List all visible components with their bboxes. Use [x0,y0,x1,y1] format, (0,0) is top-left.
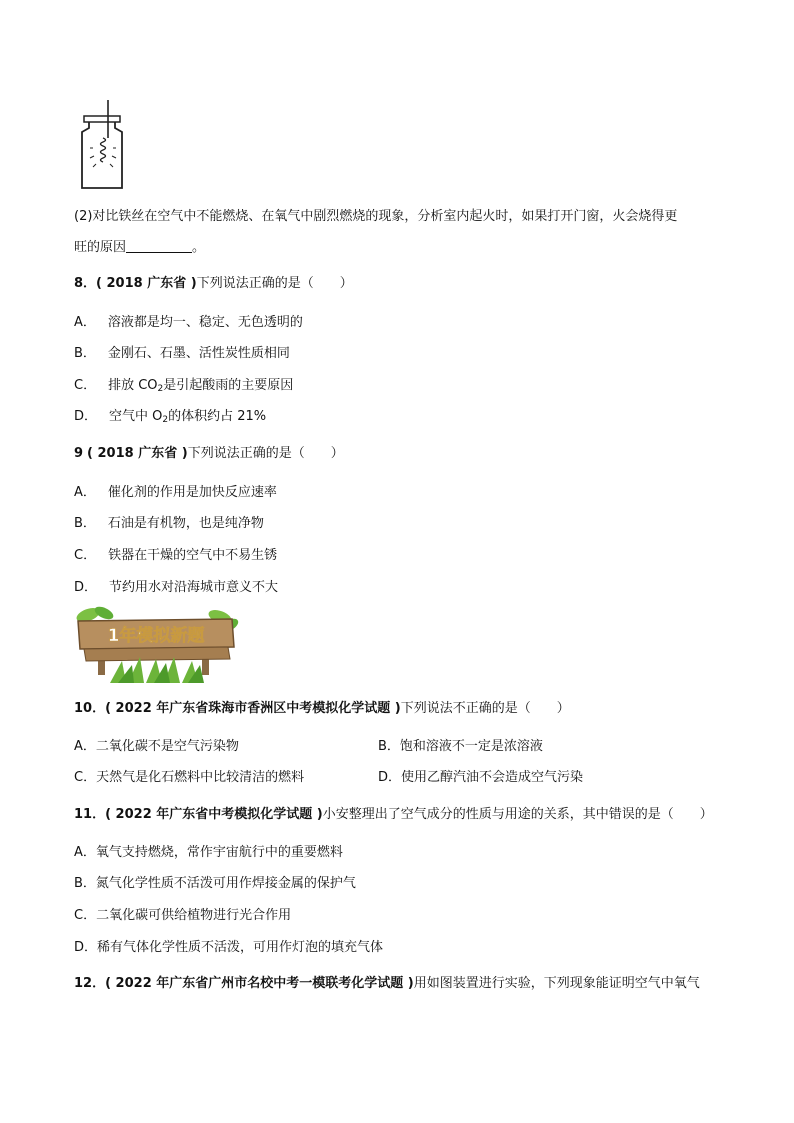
q9-option-c[interactable] [74,546,277,566]
q8-stem-line [74,274,353,294]
option-text: 二氧化碳可供给植物进行光合作用 [96,908,292,923]
q12-stem: 用如图装置进行实验，下列现象能证明空气中氧气 [413,976,700,991]
q11-stem: 小安整理出了空气成分的性质与用途的关系，其中错误的是（ ） [322,807,713,822]
option-text: 天然气是化石燃料中比较清洁的燃料 [96,770,305,785]
q10-option-b[interactable] [378,737,543,757]
q12-number: 12． [74,976,106,991]
option-text: 空气中 $O_2$的体积约占 21% [109,409,267,425]
section-banner-wooden-sign [70,605,240,683]
option-text: 氧气支持燃烧，常作宇宙航行中的重要燃料 [95,845,343,860]
option-text: 稀有气体化学性质不活泼，可用作灯泡的填充气体 [97,940,384,955]
option-text: 节约用水对沿海城市意义不大 [109,580,279,595]
option-label: B． [378,739,400,754]
q12-stem-line [74,974,700,994]
q10-option-a[interactable] [74,737,239,757]
q9-number: 9 [74,446,84,461]
q8-option-c[interactable] [74,376,293,396]
option-label: B． [74,346,96,361]
q8-number: 8． [74,276,97,291]
option-label: C． [74,770,97,785]
option-label: D． [378,770,402,785]
option-text: 溶液都是均一、稳定、无色透明的 [107,315,303,330]
q11-option-a[interactable] [74,843,343,863]
q11-option-c[interactable] [74,906,291,926]
q8-option-a[interactable] [74,313,303,333]
q10-source: ( 2022 年广东省珠海市香洲区中考模拟化学试题 ) [105,701,401,716]
option-label: A． [74,739,96,754]
option-text: 催化剂的作用是加快反应速率 [107,485,277,500]
q10-option-d[interactable] [378,768,583,788]
option-label: D． [74,409,98,424]
option-text: 铁器在干燥的空气中不易生锈 [108,548,278,563]
answer-blank[interactable] [126,238,192,253]
option-label: C． [74,548,97,563]
q10-stem-line [74,699,570,719]
q11-option-b[interactable] [74,874,356,894]
q8-option-b[interactable] [74,344,290,364]
option-label: B． [74,876,96,891]
q10-option-c[interactable] [74,768,304,788]
q9-option-d[interactable] [74,578,278,598]
q8-stem: 下列说法正确的是（ ） [196,276,353,291]
option-text: 金刚石、石墨、活性炭性质相同 [107,346,290,361]
q7-part2-line2-prefix: 旺的原因 [74,240,127,255]
q9-option-a[interactable] [74,483,277,503]
option-label: B． [74,516,96,531]
option-text: 排放 $CO_2$是引起酸雨的主要原因 [108,378,294,394]
q11-stem-line [74,805,713,825]
option-label: C． [74,908,97,923]
option-label: A． [74,485,96,500]
q7-part2-line2 [74,238,205,258]
q7-part2-line2-suffix: 。 [192,240,206,255]
q8-source: ( 2018 广东省 ) [96,276,197,291]
q12-source: ( 2022 年广东省广州市名校中考一模联考化学试题 ) [105,976,414,991]
option-label: A． [74,845,96,860]
option-text: 氮气化学性质不活泼可用作焊接金属的保护气 [95,876,356,891]
q9-stem-line [74,444,344,464]
q9-source: ( 2018 广东省 ) [87,446,188,461]
q9-option-b[interactable] [74,514,264,534]
iron-wire-combustion-bottle-figure [76,98,128,190]
q11-number: 11． [74,807,106,822]
q11-source: ( 2022 年广东省中考模拟化学试题 ) [105,807,323,822]
q10-number: 10． [74,701,106,716]
option-text: 二氧化碳不是空气污染物 [95,739,239,754]
q7-part2-line1: (2)对比铁丝在空气中不能燃烧、在氧气中剧烈燃烧的现象，分析室内起火时，如果打开门窗，火会烧得更 [74,209,678,224]
q8-option-d[interactable] [74,407,266,427]
option-text: 石油是有机物，也是纯净物 [107,516,264,531]
q10-stem: 下列说法不正确的是（ ） [400,701,570,716]
q11-option-d[interactable] [74,938,383,958]
option-label: C． [74,378,97,393]
option-label: D． [74,580,98,595]
option-text: 饱和溶液不一定是浓溶液 [399,739,543,754]
q9-stem: 下列说法正确的是（ ） [187,446,344,461]
option-label: D． [74,940,98,955]
banner-text: 1年模拟新题 [107,626,205,646]
option-text: 使用乙醇汽油不会造成空气污染 [401,770,584,785]
option-label: A． [74,315,96,330]
